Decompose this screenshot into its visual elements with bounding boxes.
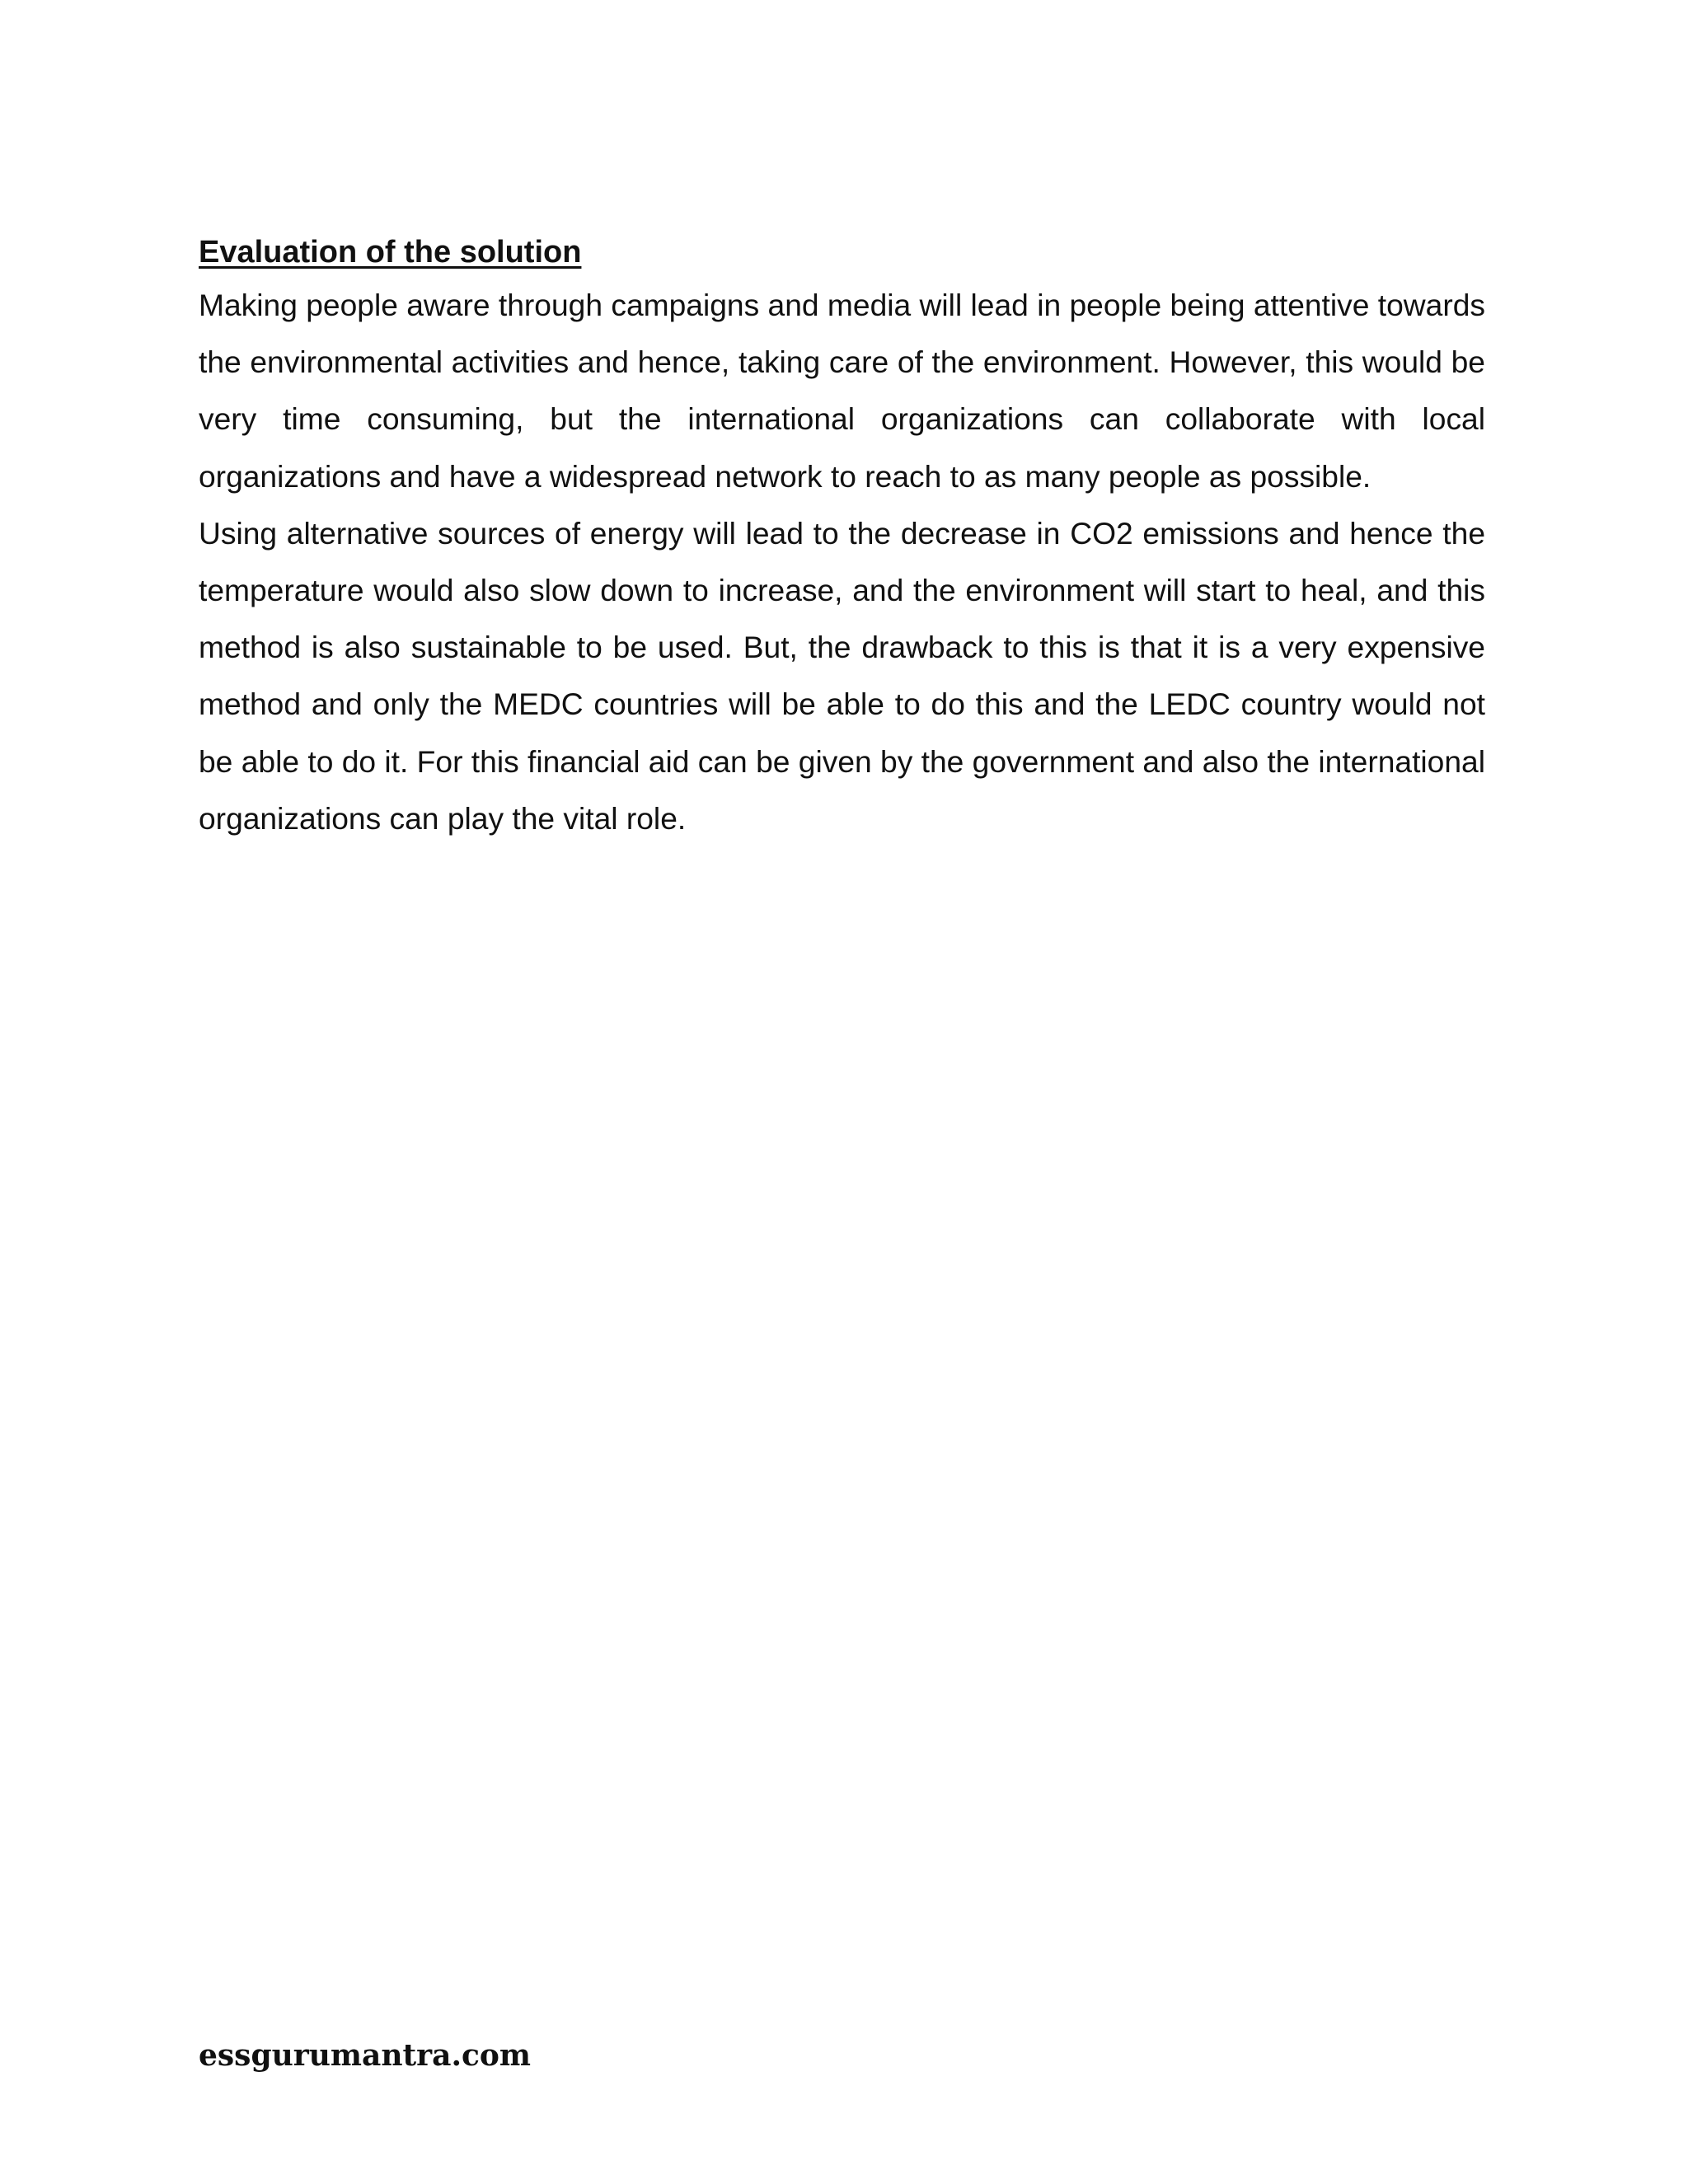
paragraph-awareness: Making people aware through campaigns and media will lead in people being attentive towards the environmental activities and hence, taking care of the environment. However, this would be very time consuming, but the international organizations can collaborate with local organizations and have a widespread network to reach to as many people as possible.: [199, 288, 1485, 494]
footer-site-name: essgurumantra.com: [199, 2038, 531, 2073]
paragraph-alternative-energy: Using alternative sources of energy will lead to the decrease in CO2 emissions and hence the temperature would also slow down to increase, and the environment will start to heal, and this method is also sustainable to be used. But, the drawback to this is that it is a very expensive method and only the MEDC countries will be able to do this and the LEDC country would not be able to do it. For this financial aid can be given by the government and also the international organizations can play the vital role.: [199, 515, 1485, 836]
document-body: [199, 227, 1485, 847]
section-heading: Evaluation of the solution: [199, 235, 582, 269]
